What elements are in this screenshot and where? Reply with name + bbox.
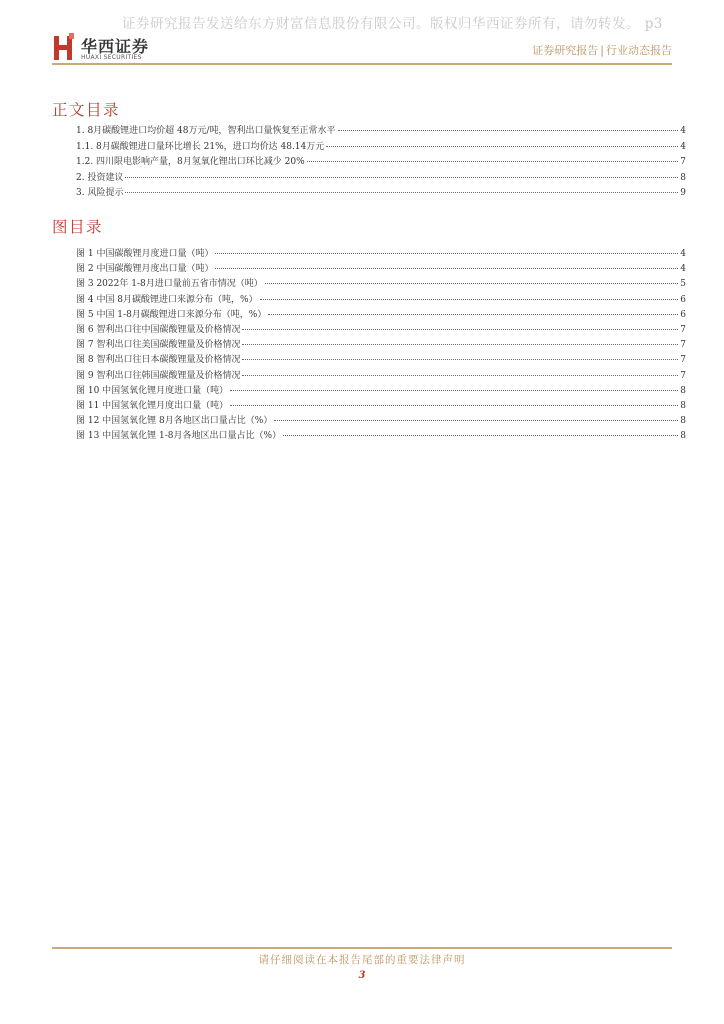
dot-leader (242, 359, 678, 360)
dot-leader (125, 192, 678, 193)
dot-leader (283, 435, 678, 436)
company-logo (52, 33, 162, 63)
figure-entry-page-number: 8 (680, 401, 686, 411)
figure-entry-label: 图 2 中国碳酸锂月度出口量（吨） (76, 264, 214, 275)
page-number: 3 (358, 970, 366, 981)
figure-entry-page-number: 4 (680, 264, 686, 275)
figure-entry-label: 图 6 智利出口往中国碳酸锂量及价格情况 (76, 325, 241, 335)
dot-leader (268, 314, 678, 315)
figure-entry-page-number: 7 (680, 325, 686, 335)
dot-leader (242, 375, 678, 376)
dot-leader (230, 390, 678, 391)
dot-leader (125, 177, 678, 178)
toc-entry[interactable] (76, 123, 686, 136)
figure-entry-page-number: 6 (680, 294, 686, 305)
figure-entry[interactable] (76, 292, 686, 305)
toc-entry-page-number: 7 (680, 157, 686, 167)
toc-entry[interactable] (76, 185, 686, 198)
figure-entry[interactable] (76, 246, 686, 259)
dot-leader (338, 130, 679, 131)
toc-entry[interactable] (76, 154, 686, 167)
figure-entry-label: 图 5 中国 1-8月碳酸锂进口来源分布（吨，%） (76, 309, 267, 320)
toc-entry-label: 1. 8月碳酸锂进口均价超 48万元/吨，智利出口量恢复至正常水平 (76, 126, 336, 136)
figure-entry-page-number: 4 (680, 249, 686, 259)
footer-divider (52, 947, 672, 949)
figure-entry-label: 图 8 智利出口往日本碳酸锂量及价格情况 (76, 355, 241, 366)
figure-entry[interactable] (76, 261, 686, 274)
toc-entry-page-number: 9 (680, 188, 686, 198)
dot-leader (326, 146, 678, 147)
figure-entry-page-number: 8 (680, 416, 686, 427)
dot-leader (260, 299, 679, 300)
toc-entry[interactable] (76, 170, 686, 183)
toc-entry-page-number: 4 (680, 126, 686, 136)
figure-entry-label: 图 7 智利出口往美国碳酸锂量及价格情况 (76, 340, 241, 351)
figure-entry[interactable] (76, 337, 686, 350)
figure-entry-label: 图 11 中国氢氧化锂月度出口量（吨） (76, 401, 229, 411)
figure-entry-page-number: 5 (680, 279, 686, 290)
figure-entry[interactable] (76, 352, 686, 365)
toc-entry-page-number: 4 (680, 141, 686, 152)
figure-entry[interactable] (76, 276, 686, 289)
figure-entry-label: 图 3 2022年 1-8月进口量前五省市情况（吨） (76, 279, 263, 290)
figure-entry[interactable] (76, 398, 686, 411)
figure-entry-page-number: 8 (680, 431, 686, 442)
figure-entry[interactable] (76, 307, 686, 320)
report-category: 证券研究报告 (532, 44, 599, 57)
toc-entry-label: 3. 风险提示 (76, 188, 124, 198)
toc-entry[interactable] (76, 139, 686, 152)
dot-leader (230, 405, 678, 406)
header-divider (52, 63, 672, 65)
dot-leader (265, 283, 679, 284)
watermark-text: 证券研究报告发送给东方财富信息股份有限公司。版权归华西证券所有，请勿转发。 p3 (122, 16, 664, 32)
figure-list-title: 图目录 (52, 218, 104, 236)
dot-leader (215, 268, 678, 269)
figure-entry-page-number: 7 (680, 370, 686, 381)
figure-entry-page-number: 6 (680, 309, 686, 320)
toc-entry-label: 1.2. 四川限电影响产量，8月氢氧化锂出口环比减少 20% (76, 157, 305, 167)
report-type-label (532, 42, 672, 58)
figure-entry-label: 图 12 中国氢氧化锂 8月各地区出口量占比（%） (76, 416, 273, 427)
header-separator: | (600, 44, 604, 57)
figure-entry-label: 图 1 中国碳酸锂月度进口量（吨） (76, 249, 214, 259)
dot-leader (215, 253, 678, 254)
logo-english-name: HUAXI SECURITIES (81, 54, 142, 61)
dot-leader (274, 420, 678, 421)
toc-entry-label: 2. 投资建议 (76, 172, 124, 183)
figure-entry[interactable] (76, 368, 686, 381)
figure-entry[interactable] (76, 383, 686, 396)
toc-entry-label: 1.1. 8月碳酸锂进口量环比增长 21%，进口均价达 48.14万元 (76, 141, 325, 152)
figure-entry-label: 图 4 中国 8月碳酸锂进口来源分布（吨，%） (76, 294, 258, 305)
dot-leader (242, 329, 678, 330)
figure-entry-page-number: 8 (680, 385, 686, 396)
figure-entry-page-number: 7 (680, 355, 686, 366)
legal-notice: 请仔细阅读在本报告尾部的重要法律声明 (258, 954, 466, 966)
huaxi-logo-icon (52, 33, 76, 61)
dot-leader (242, 344, 678, 345)
dot-leader (307, 161, 679, 162)
report-subtype: 行业动态报告 (606, 44, 672, 57)
figure-entry-label: 图 10 中国氢氧化锂月度进口量（吨） (76, 385, 229, 396)
figure-entry-label: 图 9 智利出口往韩国碳酸锂量及价格情况 (76, 370, 241, 381)
logo-chinese-name: 华西证券 (81, 37, 150, 56)
figure-entry[interactable] (76, 428, 686, 441)
toc-title: 正文目录 (52, 101, 121, 119)
figure-entry-page-number: 7 (680, 340, 686, 351)
figure-entry[interactable] (76, 413, 686, 426)
figure-entry[interactable] (76, 322, 686, 335)
toc-entry-page-number: 8 (680, 172, 686, 183)
figure-entry-label: 图 13 中国氢氧化锂 1-8月各地区出口量占比（%） (76, 431, 282, 442)
